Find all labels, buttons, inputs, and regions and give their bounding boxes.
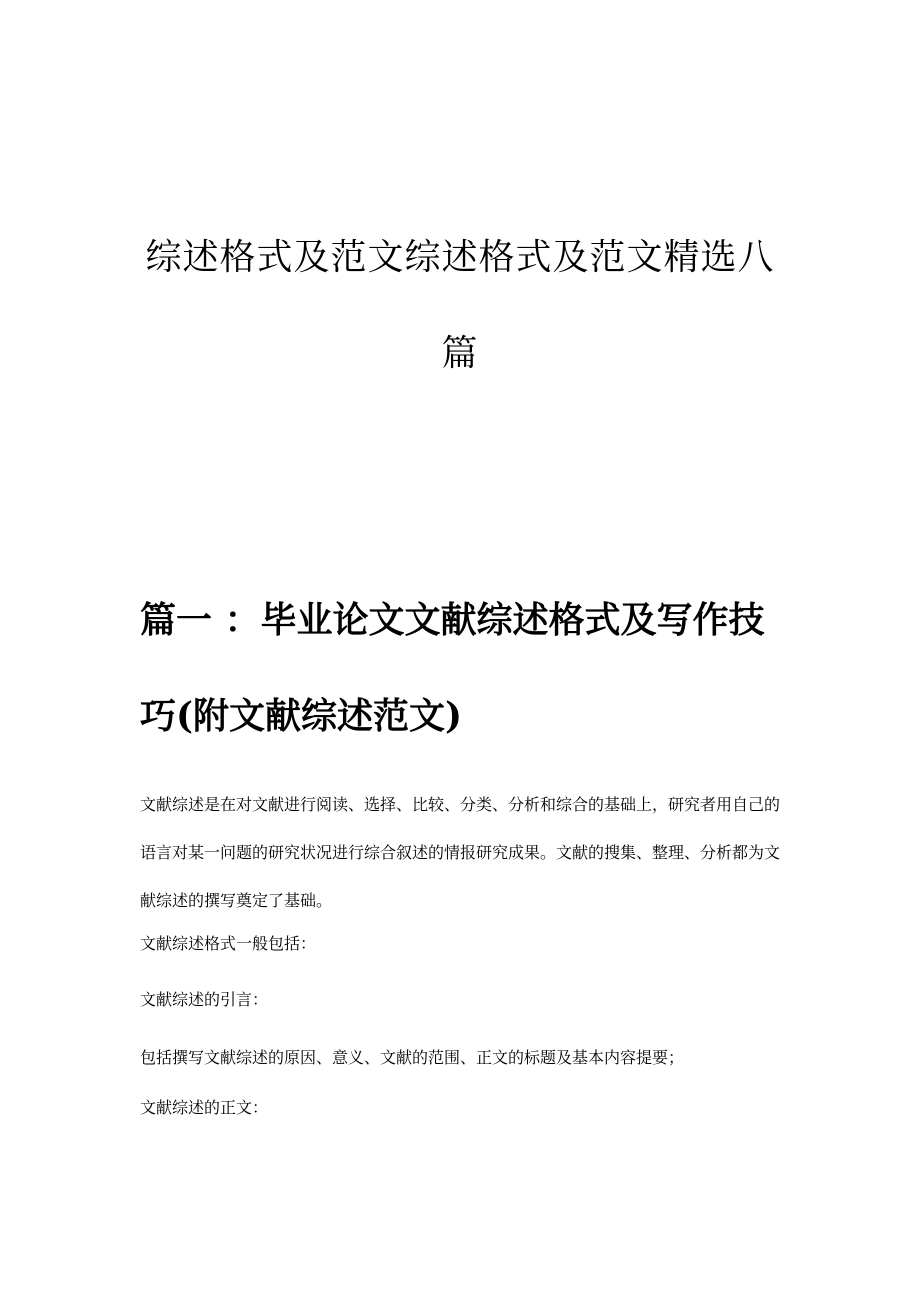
intro-paragraph: 文献综述是在对文献进行阅读、选择、比较、分类、分析和综合的基础上，研究者用自己的语言对某一问题的研究状况进行综合叙述的情报研究成果。文献的搜集、整理、分析都为文献综述的撰写奠定了基础。 <box>140 795 781 910</box>
section-heading: 篇一 ：毕业论文文献综述格式及写作技巧(附文献综述范文) <box>140 599 765 737</box>
document-title: 综述格式及范文综述格式及范文精选八篇 <box>145 237 775 374</box>
body-heading-line: 文献综述的正文： <box>140 1098 269 1117</box>
format-general-line: 文献综述格式一般包括： <box>140 934 317 953</box>
intro-content-line: 包括撰写文献综述的原因、意义、文献的范围、正文的标题及基本内容提要； <box>140 1048 685 1067</box>
intro-heading-line: 文献综述的引言： <box>140 990 269 1009</box>
